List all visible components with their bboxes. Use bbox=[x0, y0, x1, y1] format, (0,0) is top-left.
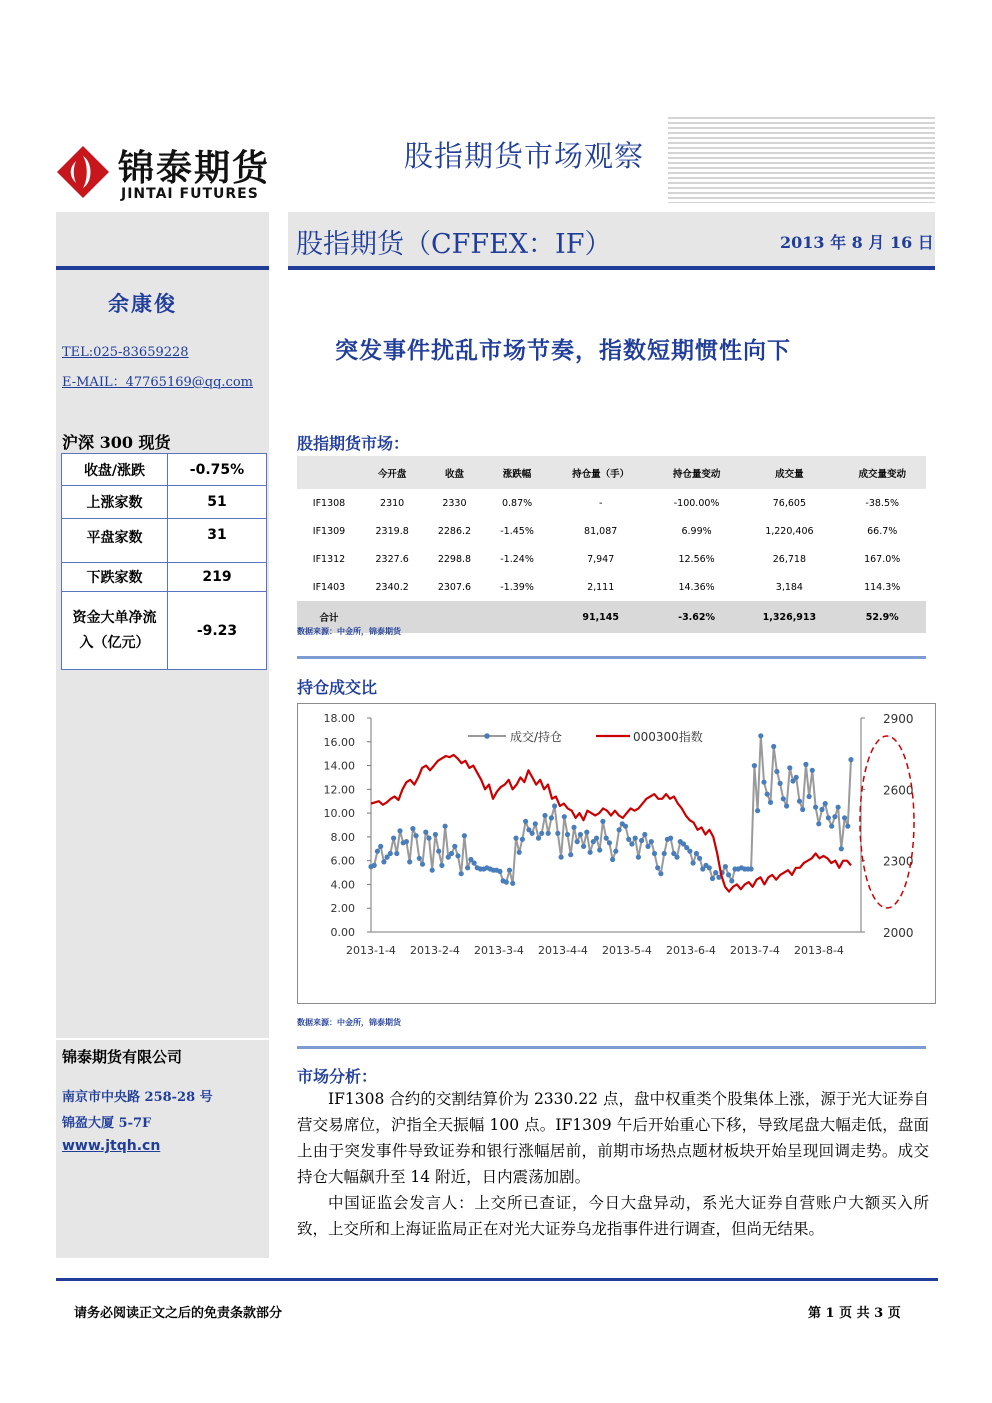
ratio-data-point bbox=[774, 769, 779, 774]
table-cell: 76,605 bbox=[772, 497, 807, 509]
y-left-tick-label: 6.00 bbox=[330, 854, 355, 868]
ratio-data-point bbox=[800, 807, 805, 812]
ratio-data-point bbox=[655, 865, 660, 870]
x-tick-label: 2013-4-4 bbox=[538, 944, 588, 957]
company-logo-english: JINTAI FUTURES bbox=[121, 186, 259, 202]
table-cell: 2310 bbox=[380, 497, 405, 509]
table-cell: 14.36% bbox=[678, 581, 715, 593]
ratio-data-point bbox=[707, 865, 712, 870]
ratio-data-point bbox=[694, 851, 699, 856]
ratio-data-point bbox=[510, 881, 515, 886]
ratio-data-point bbox=[668, 836, 673, 841]
table-cell: 81,087 bbox=[584, 525, 618, 537]
company-website-link[interactable]: www.jtqh.cn bbox=[62, 1138, 161, 1154]
ratio-data-point bbox=[536, 836, 541, 841]
ratio-data-point bbox=[459, 871, 464, 876]
ratio-data-point bbox=[584, 830, 589, 835]
table-cell: 0.87% bbox=[501, 497, 533, 509]
ratio-data-point bbox=[781, 796, 786, 801]
ratio-data-point bbox=[420, 862, 425, 867]
ratio-data-point bbox=[562, 814, 567, 819]
table-row bbox=[62, 519, 267, 563]
table-cell: 167.0% bbox=[864, 553, 901, 565]
table-cell: -1.39% bbox=[500, 581, 534, 593]
sidebar-divider bbox=[56, 1038, 269, 1040]
ratio-data-point bbox=[713, 870, 718, 875]
y-left-tick-label: 18.00 bbox=[323, 712, 355, 725]
ratio-data-point bbox=[803, 762, 808, 767]
table-cell: 52.9% bbox=[838, 601, 926, 633]
hs300-value: 31 bbox=[168, 519, 267, 563]
company-building: 锦盈大厦 5-7F bbox=[62, 1116, 152, 1131]
ratio-data-point bbox=[626, 837, 631, 842]
table-cell: 66.7% bbox=[867, 525, 898, 537]
ratio-data-point bbox=[452, 844, 457, 849]
table-cell: 91,145 bbox=[549, 601, 653, 633]
ratio-data-point bbox=[372, 863, 377, 868]
ratio-data-point bbox=[394, 851, 399, 856]
y-right-tick-label: 2000 bbox=[883, 926, 914, 940]
hs300-value: 51 bbox=[168, 486, 267, 519]
ratio-data-point bbox=[771, 744, 776, 749]
table-cell: -1.24% bbox=[500, 553, 534, 565]
ratio-data-point bbox=[604, 836, 609, 841]
ratio-data-point bbox=[417, 856, 422, 861]
ratio-data-point bbox=[597, 847, 602, 852]
x-tick-label: 2013-8-4 bbox=[794, 944, 844, 957]
legend-label-index: 000300指数 bbox=[633, 730, 703, 744]
ratio-data-point bbox=[578, 832, 583, 837]
ratio-data-point bbox=[497, 869, 502, 874]
hs300-label: 资金大单净流入（亿元） bbox=[62, 592, 168, 670]
analyst-tel[interactable]: TEL:025-83659228 bbox=[62, 345, 189, 360]
ratio-data-point bbox=[823, 801, 828, 806]
ratio-data-point bbox=[633, 836, 638, 841]
highlight-ellipse bbox=[860, 736, 914, 908]
table-cell: 3,184 bbox=[775, 581, 803, 593]
ratio-data-point bbox=[546, 831, 551, 836]
ratio-data-point bbox=[629, 841, 634, 846]
y-left-tick-label: 0.00 bbox=[330, 926, 355, 939]
ratio-data-point bbox=[691, 860, 696, 865]
contract-cell: IF1308 bbox=[312, 497, 346, 509]
ratio-data-point bbox=[813, 805, 818, 810]
table-cell bbox=[486, 601, 549, 633]
header-decoration bbox=[668, 117, 935, 203]
hs300-label: 下跌家数 bbox=[62, 563, 168, 592]
table-cell: 12.56% bbox=[678, 553, 715, 565]
table-cell: 2286.2 bbox=[437, 525, 472, 537]
category-rule bbox=[288, 266, 935, 270]
category-title: 股指期货（CFFEX：IF） bbox=[296, 229, 612, 260]
table-cell: 2298.8 bbox=[437, 553, 472, 565]
jintai-logo-icon bbox=[56, 145, 110, 199]
ratio-data-point bbox=[697, 856, 702, 861]
table-row bbox=[297, 545, 926, 573]
x-tick-label: 2013-2-4 bbox=[410, 944, 460, 957]
ratio-data-point bbox=[600, 819, 605, 824]
table-cell: 2307.6 bbox=[437, 581, 472, 593]
table-row bbox=[297, 517, 926, 545]
ratio-data-point bbox=[794, 775, 799, 780]
contract-cell: IF1312 bbox=[312, 553, 346, 565]
company-logo-text: 锦泰期货 bbox=[118, 148, 271, 189]
analyst-email[interactable]: E-MAIL：47765169@qq.com bbox=[62, 375, 253, 390]
ratio-data-point bbox=[784, 803, 789, 808]
sidebar bbox=[56, 270, 269, 1258]
y-right-tick-label: 2600 bbox=[883, 783, 914, 798]
table-row bbox=[297, 573, 926, 601]
ratio-data-point bbox=[449, 851, 454, 856]
table-cell: -3.62% bbox=[653, 601, 741, 633]
section-divider bbox=[297, 656, 926, 659]
ratio-data-point bbox=[575, 839, 580, 844]
x-tick-label: 2013-1-4 bbox=[346, 944, 396, 957]
hs300-value: -9.23 bbox=[168, 592, 267, 670]
table-row bbox=[62, 592, 267, 670]
table-cell: 2319.8 bbox=[375, 525, 409, 537]
ratio-data-point bbox=[381, 859, 386, 864]
ratio-data-point bbox=[410, 826, 415, 831]
legend-marker-ratio bbox=[484, 733, 490, 739]
ratio-data-point bbox=[839, 846, 844, 851]
table-cell: 1,326,913 bbox=[740, 601, 838, 633]
table-cell: 114.3% bbox=[864, 581, 901, 593]
ratio-data-point bbox=[729, 878, 734, 883]
hs300-table bbox=[61, 453, 267, 670]
ratio-data-point bbox=[710, 876, 715, 881]
ratio-data-point bbox=[649, 839, 654, 844]
ratio-data-point bbox=[829, 824, 834, 829]
ratio-data-point bbox=[848, 757, 853, 762]
ratio-data-point bbox=[687, 849, 692, 854]
ratio-data-point bbox=[565, 832, 570, 837]
ratio-data-point bbox=[765, 792, 770, 797]
ratio-data-point bbox=[568, 852, 573, 857]
ratio-data-point bbox=[436, 849, 441, 854]
legend-label-ratio: 成交/持仓 bbox=[510, 730, 563, 744]
ratio-data-point bbox=[845, 824, 850, 829]
ratio-data-point bbox=[613, 849, 618, 854]
ratio-data-point bbox=[423, 830, 428, 835]
analyst-name: 余康俊 bbox=[108, 291, 177, 316]
hs300-label: 收盘/涨跌 bbox=[62, 454, 168, 486]
column-header: 今开盘 bbox=[361, 456, 423, 489]
ratio-data-point bbox=[623, 824, 628, 829]
ratio-data-point bbox=[607, 840, 612, 845]
ratio-data-point bbox=[549, 815, 554, 820]
ratio-data-point bbox=[768, 800, 773, 805]
table-cell: 26,718 bbox=[772, 553, 807, 565]
ratio-data-point bbox=[810, 768, 815, 773]
y-left-tick-label: 2.00 bbox=[330, 902, 355, 916]
ratio-data-point bbox=[523, 819, 528, 824]
column-header: 收盘 bbox=[423, 456, 485, 489]
total-label: 合计 bbox=[297, 601, 361, 633]
y-left-tick-label: 8.00 bbox=[330, 830, 355, 844]
ratio-data-point bbox=[807, 794, 812, 799]
y-left-tick-label: 4.00 bbox=[330, 878, 355, 892]
ratio-data-point bbox=[617, 827, 622, 832]
table-cell: 7,947 bbox=[587, 553, 615, 565]
ratio-data-point bbox=[836, 805, 841, 810]
index-series-line bbox=[371, 755, 851, 892]
table-cell: 2327.6 bbox=[375, 553, 409, 565]
ratio-data-point bbox=[662, 851, 667, 856]
ratio-data-point bbox=[645, 844, 650, 849]
page-number: 第 1 页 共 3 页 bbox=[808, 1306, 901, 1321]
ratio-data-point bbox=[726, 872, 731, 877]
ratio-data-point bbox=[761, 780, 766, 785]
y-left-tick-label: 10.00 bbox=[323, 807, 355, 821]
ratio-data-point bbox=[658, 871, 663, 876]
ratio-data-point bbox=[594, 836, 599, 841]
section-divider bbox=[297, 1046, 926, 1049]
ratio-data-point bbox=[610, 857, 615, 862]
ratio-data-point bbox=[752, 763, 757, 768]
ratio-data-point bbox=[530, 831, 535, 836]
y-right-tick-label: 2900 bbox=[883, 712, 914, 726]
table-cell: 2330 bbox=[442, 497, 467, 509]
column-header: 成交量变动 bbox=[838, 456, 926, 489]
market-section-title: 股指期货市场： bbox=[297, 434, 410, 453]
data-source-note: 数据来源：中金所，锦泰期货 bbox=[297, 1017, 401, 1027]
ratio-data-point bbox=[674, 855, 679, 860]
ratio-data-point bbox=[797, 799, 802, 804]
ratio-data-point bbox=[391, 836, 396, 841]
ratio-data-point bbox=[388, 851, 393, 856]
column-header: 持仓量变动 bbox=[653, 456, 741, 489]
ratio-data-point bbox=[375, 849, 380, 854]
ratio-data-point bbox=[414, 833, 419, 838]
ratio-data-point bbox=[397, 828, 402, 833]
column-header: 持仓量（手） bbox=[549, 456, 653, 489]
x-tick-label: 2013-5-4 bbox=[602, 944, 652, 957]
ratio-data-point bbox=[555, 831, 560, 836]
ratio-data-point bbox=[816, 821, 821, 826]
y-left-tick-label: 12.00 bbox=[323, 783, 355, 797]
x-tick-label: 2013-3-4 bbox=[474, 944, 524, 957]
contract-cell: IF1309 bbox=[312, 525, 346, 537]
ratio-data-point bbox=[439, 863, 444, 868]
ratio-data-point bbox=[778, 781, 783, 786]
chart-frame bbox=[297, 703, 936, 1004]
ratio-index-chart bbox=[298, 704, 935, 1003]
ratio-data-point bbox=[787, 765, 792, 770]
hs300-label: 平盘家数 bbox=[62, 519, 168, 563]
hs300-label: 上涨家数 bbox=[62, 486, 168, 519]
ratio-data-point bbox=[755, 808, 760, 813]
table-row bbox=[297, 489, 926, 517]
ratio-data-point bbox=[581, 844, 586, 849]
ratio-data-point bbox=[826, 815, 831, 820]
contract-cell: IF1403 bbox=[312, 581, 346, 593]
ratio-data-point bbox=[723, 864, 728, 869]
ratio-data-point bbox=[819, 807, 824, 812]
ratio-data-point bbox=[520, 837, 525, 842]
ratio-data-point bbox=[552, 803, 557, 808]
column-header: 成交量 bbox=[740, 456, 838, 489]
ratio-data-point bbox=[433, 832, 438, 837]
table-row bbox=[62, 486, 267, 519]
table-cell: 2340.2 bbox=[375, 581, 409, 593]
report-date: 2013 年 8 月 16 日 bbox=[780, 233, 934, 252]
hs300-title: 沪深 300 现货 bbox=[62, 433, 171, 452]
ratio-data-point bbox=[504, 880, 509, 885]
futures-market-table bbox=[297, 456, 926, 633]
ratio-data-point bbox=[426, 836, 431, 841]
y-left-tick-label: 14.00 bbox=[323, 759, 355, 773]
table-row bbox=[62, 563, 267, 592]
ratio-data-point bbox=[465, 865, 470, 870]
table-cell: -38.5% bbox=[865, 497, 900, 509]
y-right-tick-label: 2300 bbox=[883, 854, 914, 869]
ratio-data-point bbox=[539, 831, 544, 836]
column-header bbox=[297, 456, 361, 489]
y-left-tick-label: 16.00 bbox=[323, 735, 355, 749]
ratio-data-point bbox=[642, 832, 647, 837]
ratio-data-point bbox=[588, 850, 593, 855]
ratio-data-point bbox=[507, 868, 512, 873]
hs300-value: 219 bbox=[168, 563, 267, 592]
ratio-data-point bbox=[533, 821, 538, 826]
table-row bbox=[62, 454, 267, 486]
table-cell: -100.00% bbox=[673, 497, 720, 509]
x-tick-label: 2013-7-4 bbox=[730, 944, 780, 957]
ratio-data-point bbox=[542, 813, 547, 818]
ratio-data-point bbox=[832, 814, 837, 819]
table-cell: 1,220,406 bbox=[765, 525, 814, 537]
ratio-data-point bbox=[404, 839, 409, 844]
table-cell: -1.45% bbox=[500, 525, 534, 537]
analysis-paragraph: 中国证监会发言人：上交所已查证，今日大盘异动，系光大证券自营账户大额买入所致，上交所和上海证监局正在对光大证券乌龙指事件进行调查，但尚无结果。 bbox=[297, 1194, 929, 1238]
disclaimer-note: 请务必阅读正文之后的免责条款部分 bbox=[74, 1306, 283, 1321]
table-header-row bbox=[297, 456, 926, 489]
ratio-data-point bbox=[378, 844, 383, 849]
company-name: 锦泰期货有限公司 bbox=[62, 1048, 183, 1066]
sidebar-header-bar bbox=[56, 212, 269, 266]
ratio-data-point bbox=[571, 825, 576, 830]
report-title: 股指期货市场观察 bbox=[404, 139, 645, 173]
table-cell: - bbox=[598, 497, 603, 509]
ratio-data-point bbox=[513, 836, 518, 841]
ratio-data-point bbox=[749, 866, 754, 871]
ratio-data-point bbox=[517, 850, 522, 855]
hs300-value: -0.75% bbox=[168, 454, 267, 486]
table-cell: 6.99% bbox=[681, 525, 712, 537]
ratio-data-point bbox=[462, 833, 467, 838]
chart-section-title: 持仓成交比 bbox=[297, 678, 378, 697]
report-headline: 突发事件扰乱市场节奏，指数短期惯性向下 bbox=[335, 337, 791, 364]
footer-rule bbox=[56, 1278, 938, 1281]
column-header: 涨跌幅 bbox=[486, 456, 549, 489]
analysis-section-title: 市场分析： bbox=[297, 1067, 378, 1086]
table-cell bbox=[423, 601, 485, 633]
ratio-data-point bbox=[758, 733, 763, 738]
ratio-data-point bbox=[652, 851, 657, 856]
data-source-note: 数据来源：中金所，锦泰期货 bbox=[297, 626, 401, 636]
table-cell: 2,111 bbox=[587, 581, 615, 593]
ratio-data-point bbox=[842, 815, 847, 820]
ratio-data-point bbox=[455, 853, 460, 858]
ratio-data-point bbox=[559, 855, 564, 860]
x-tick-label: 2013-6-4 bbox=[666, 944, 716, 957]
ratio-data-point bbox=[443, 824, 448, 829]
company-address: 南京市中央路 258-28 号 bbox=[62, 1090, 213, 1105]
ratio-data-point bbox=[407, 859, 412, 864]
ratio-data-point bbox=[639, 838, 644, 843]
analysis-paragraph: IF1308 合约的交割结算价为 2330.22 点，盘中权重类个股集体上涨，源于光大证券自营交易席位，沪指全天振幅 100 点。IF1309 午后开始重心下移，导致尾盘大幅走低，盘面上由于突发事件导致证券和银行涨幅居前，前期市场热点题材板块开始呈现回调走势。成交持仓大幅飙升至 14 附近，日内震荡加剧。 bbox=[297, 1090, 929, 1186]
ratio-data-point bbox=[472, 860, 477, 865]
ratio-data-point bbox=[636, 855, 641, 860]
ratio-data-point bbox=[430, 868, 435, 873]
